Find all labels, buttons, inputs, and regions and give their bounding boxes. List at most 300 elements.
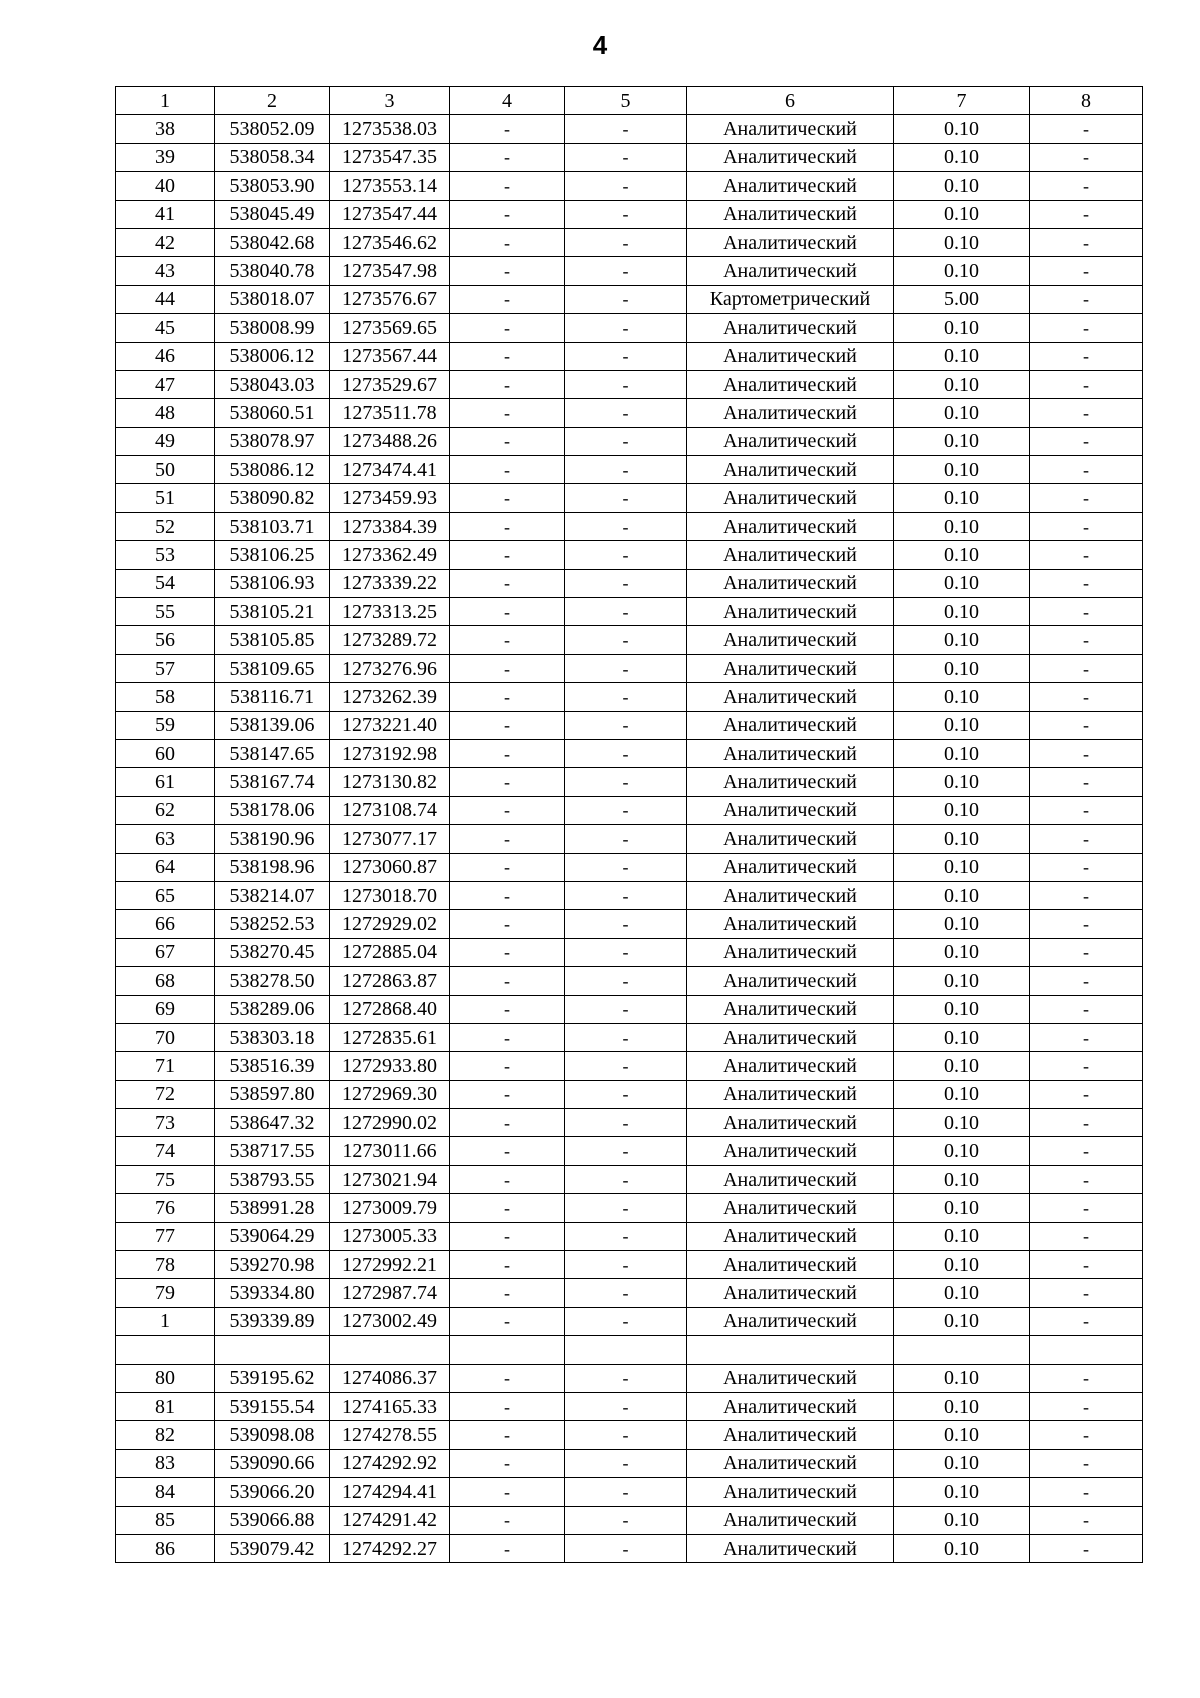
table-cell: 0.10 xyxy=(894,370,1030,398)
table-cell: - xyxy=(450,967,565,995)
table-cell: 0.10 xyxy=(894,825,1030,853)
table-cell: - xyxy=(1030,1421,1143,1449)
table-cell: Аналитический xyxy=(687,881,894,909)
table-cell: - xyxy=(450,569,565,597)
table-cell: 1273511.78 xyxy=(330,399,450,427)
table-cell: - xyxy=(450,995,565,1023)
table-cell: 1273192.98 xyxy=(330,739,450,767)
table-cell: 0.10 xyxy=(894,1137,1030,1165)
table-cell: Аналитический xyxy=(687,1109,894,1137)
table-cell: 0.10 xyxy=(894,115,1030,143)
table-cell: Аналитический xyxy=(687,739,894,767)
table-row xyxy=(116,938,1143,966)
header-cell: 1 xyxy=(116,87,215,115)
table-cell: 538289.06 xyxy=(215,995,330,1023)
table-cell: 538060.51 xyxy=(215,399,330,427)
table-cell: 65 xyxy=(116,881,215,909)
table-cell: Аналитический xyxy=(687,796,894,824)
table-cell: - xyxy=(450,711,565,739)
table-row xyxy=(116,456,1143,484)
table-cell: - xyxy=(450,1080,565,1108)
table-cell: 539079.42 xyxy=(215,1534,330,1562)
table-cell: 0.10 xyxy=(894,1165,1030,1193)
table-row xyxy=(116,1478,1143,1506)
table-cell: - xyxy=(565,143,687,171)
table-cell: - xyxy=(1030,1251,1143,1279)
table-cell: Аналитический xyxy=(687,825,894,853)
table-cell: Аналитический xyxy=(687,1449,894,1477)
table-cell: - xyxy=(565,512,687,540)
table-cell: - xyxy=(1030,484,1143,512)
header-cell: 5 xyxy=(565,87,687,115)
table-cell: - xyxy=(1030,1109,1143,1137)
table-cell: - xyxy=(565,399,687,427)
table-cell: 1273108.74 xyxy=(330,796,450,824)
table-cell: 1274165.33 xyxy=(330,1392,450,1420)
table-cell: 55 xyxy=(116,598,215,626)
table-cell: 538103.71 xyxy=(215,512,330,540)
table-cell: 80 xyxy=(116,1364,215,1392)
table-row xyxy=(116,1137,1143,1165)
table-cell: Аналитический xyxy=(687,143,894,171)
table-cell: - xyxy=(450,1165,565,1193)
table-cell: 0.10 xyxy=(894,1392,1030,1420)
table-cell: 67 xyxy=(116,938,215,966)
table-cell: 1272990.02 xyxy=(330,1109,450,1137)
table-cell: 538214.07 xyxy=(215,881,330,909)
table-cell: Аналитический xyxy=(687,569,894,597)
table-cell: - xyxy=(450,512,565,540)
table-cell: 53 xyxy=(116,541,215,569)
table-row xyxy=(116,1222,1143,1250)
table-cell: Аналитический xyxy=(687,1222,894,1250)
table-cell: 0.10 xyxy=(894,796,1030,824)
table-row xyxy=(116,569,1143,597)
table-cell: 538597.80 xyxy=(215,1080,330,1108)
table-cell: Аналитический xyxy=(687,1137,894,1165)
table-cell: - xyxy=(1030,200,1143,228)
table-cell: 79 xyxy=(116,1279,215,1307)
table-cell: - xyxy=(450,598,565,626)
table-cell: 538178.06 xyxy=(215,796,330,824)
table-row xyxy=(116,1534,1143,1562)
table-cell: 1273547.35 xyxy=(330,143,450,171)
table-cell: - xyxy=(1030,228,1143,256)
table-cell: - xyxy=(565,881,687,909)
table-cell: - xyxy=(565,938,687,966)
table-cell: - xyxy=(1030,541,1143,569)
table-row xyxy=(116,484,1143,512)
table-row xyxy=(116,910,1143,938)
table-cell: - xyxy=(565,1421,687,1449)
table-cell: 71 xyxy=(116,1052,215,1080)
table-cell: - xyxy=(1030,370,1143,398)
table-cell: 0.10 xyxy=(894,399,1030,427)
table-cell: - xyxy=(565,1364,687,1392)
table-cell: 538116.71 xyxy=(215,683,330,711)
table-cell: 1273018.70 xyxy=(330,881,450,909)
table-cell: - xyxy=(1030,881,1143,909)
table-cell: - xyxy=(450,427,565,455)
table-cell: - xyxy=(565,626,687,654)
table-cell: - xyxy=(450,1449,565,1477)
table-cell: 1273276.96 xyxy=(330,654,450,682)
table-cell: 74 xyxy=(116,1137,215,1165)
table-cell: 0.10 xyxy=(894,739,1030,767)
table-cell: 539155.54 xyxy=(215,1392,330,1420)
table-cell: - xyxy=(1030,598,1143,626)
table-cell: - xyxy=(1030,143,1143,171)
table-cell: - xyxy=(1030,910,1143,938)
table-cell: - xyxy=(565,1222,687,1250)
table-cell: - xyxy=(565,285,687,313)
table-cell: 0.10 xyxy=(894,512,1030,540)
table-cell: Аналитический xyxy=(687,228,894,256)
table-row xyxy=(116,1336,1143,1364)
table-row xyxy=(116,1364,1143,1392)
table-cell: 5.00 xyxy=(894,285,1030,313)
table-cell: 538078.97 xyxy=(215,427,330,455)
table-cell: 538190.96 xyxy=(215,825,330,853)
table-cell: Аналитический xyxy=(687,1307,894,1335)
table-cell: 43 xyxy=(116,257,215,285)
table-cell: 1273569.65 xyxy=(330,314,450,342)
header-cell: 2 xyxy=(215,87,330,115)
table-cell: 538043.03 xyxy=(215,370,330,398)
table-cell: - xyxy=(450,1392,565,1420)
table-cell: 76 xyxy=(116,1194,215,1222)
table-cell: 538109.65 xyxy=(215,654,330,682)
table-cell: 0.10 xyxy=(894,484,1030,512)
table-cell: 1 xyxy=(116,1307,215,1335)
table-row xyxy=(116,598,1143,626)
table-cell: - xyxy=(565,1052,687,1080)
table-row xyxy=(116,1109,1143,1137)
table-cell: - xyxy=(565,314,687,342)
table-cell: - xyxy=(565,739,687,767)
table-cell: 1273547.44 xyxy=(330,200,450,228)
table-cell: 1273553.14 xyxy=(330,172,450,200)
table-cell: 45 xyxy=(116,314,215,342)
table-cell: Аналитический xyxy=(687,910,894,938)
table-cell: - xyxy=(450,1364,565,1392)
table-cell: 1273262.39 xyxy=(330,683,450,711)
table-cell: 60 xyxy=(116,739,215,767)
table-cell: - xyxy=(450,1534,565,1562)
table-cell: 0.10 xyxy=(894,768,1030,796)
table-row xyxy=(116,825,1143,853)
table-cell: 0.10 xyxy=(894,228,1030,256)
table-cell: Аналитический xyxy=(687,427,894,455)
table-row xyxy=(116,228,1143,256)
table-cell: 57 xyxy=(116,654,215,682)
table-cell: 56 xyxy=(116,626,215,654)
table-cell: - xyxy=(1030,739,1143,767)
table-row xyxy=(116,1392,1143,1420)
table-row xyxy=(116,796,1143,824)
table-cell: - xyxy=(1030,1052,1143,1080)
table-cell: 39 xyxy=(116,143,215,171)
table-cell: 0.10 xyxy=(894,1364,1030,1392)
table-cell: 0.10 xyxy=(894,569,1030,597)
table-cell: - xyxy=(450,768,565,796)
table-cell: Аналитический xyxy=(687,683,894,711)
table-cell: 1272969.30 xyxy=(330,1080,450,1108)
table-cell: 1273011.66 xyxy=(330,1137,450,1165)
table-cell: - xyxy=(565,1307,687,1335)
table-cell: Аналитический xyxy=(687,172,894,200)
table-cell: Аналитический xyxy=(687,115,894,143)
table-cell: - xyxy=(450,853,565,881)
table-cell: - xyxy=(450,115,565,143)
table-cell: 0.10 xyxy=(894,172,1030,200)
table-cell: 1274292.27 xyxy=(330,1534,450,1562)
table-cell: 1273221.40 xyxy=(330,711,450,739)
table-cell: - xyxy=(450,938,565,966)
table-cell: - xyxy=(565,995,687,1023)
table-cell: 0.10 xyxy=(894,1109,1030,1137)
table-cell: - xyxy=(1030,512,1143,540)
table-cell: 0.10 xyxy=(894,995,1030,1023)
table-cell: 538053.90 xyxy=(215,172,330,200)
header-cell: 3 xyxy=(330,87,450,115)
table-cell: - xyxy=(450,1137,565,1165)
table-cell xyxy=(1030,1336,1143,1364)
table-cell: - xyxy=(565,1449,687,1477)
table-cell: 538090.82 xyxy=(215,484,330,512)
table-cell: - xyxy=(450,399,565,427)
table-cell: 538045.49 xyxy=(215,200,330,228)
table-cell: - xyxy=(1030,1307,1143,1335)
table-cell: - xyxy=(565,1392,687,1420)
table-cell: 1272868.40 xyxy=(330,995,450,1023)
table-cell: - xyxy=(1030,1137,1143,1165)
table-cell: Аналитический xyxy=(687,1165,894,1193)
table-cell xyxy=(215,1336,330,1364)
table-cell: - xyxy=(565,1109,687,1137)
coordinates-table xyxy=(115,86,1143,1563)
table-cell: - xyxy=(1030,967,1143,995)
table-cell: - xyxy=(1030,825,1143,853)
table-cell: 538105.85 xyxy=(215,626,330,654)
table-cell: 0.10 xyxy=(894,598,1030,626)
table-cell: - xyxy=(450,910,565,938)
table-row xyxy=(116,427,1143,455)
table-cell: 538018.07 xyxy=(215,285,330,313)
header-cell: 7 xyxy=(894,87,1030,115)
table-cell: 64 xyxy=(116,853,215,881)
table-row xyxy=(116,370,1143,398)
table-row xyxy=(116,1421,1143,1449)
table-cell: 62 xyxy=(116,796,215,824)
table-cell: 0.10 xyxy=(894,541,1030,569)
table-cell: 46 xyxy=(116,342,215,370)
table-cell: 1272933.80 xyxy=(330,1052,450,1080)
table-cell: 538516.39 xyxy=(215,1052,330,1080)
table-cell: - xyxy=(450,484,565,512)
table-cell: Аналитический xyxy=(687,711,894,739)
table-cell: - xyxy=(565,796,687,824)
table-cell: 0.10 xyxy=(894,1478,1030,1506)
table-cell: - xyxy=(565,967,687,995)
table-cell: - xyxy=(1030,938,1143,966)
table-cell: - xyxy=(450,370,565,398)
table-cell: Аналитический xyxy=(687,1194,894,1222)
table-cell: - xyxy=(450,228,565,256)
table-cell xyxy=(450,1336,565,1364)
table-cell: 0.10 xyxy=(894,1023,1030,1051)
table-row xyxy=(116,683,1143,711)
page-number: 4 xyxy=(592,30,608,60)
table-cell: 1273002.49 xyxy=(330,1307,450,1335)
table-cell: - xyxy=(1030,1478,1143,1506)
table-cell: Аналитический xyxy=(687,1534,894,1562)
table-cell: - xyxy=(1030,1364,1143,1392)
table-cell: - xyxy=(1030,1194,1143,1222)
table-cell: - xyxy=(565,342,687,370)
table-cell: 81 xyxy=(116,1392,215,1420)
table-cell xyxy=(330,1336,450,1364)
table-cell: Аналитический xyxy=(687,399,894,427)
table-row xyxy=(116,1279,1143,1307)
table-cell: 47 xyxy=(116,370,215,398)
table-row xyxy=(116,626,1143,654)
table-cell: 538052.09 xyxy=(215,115,330,143)
table-cell: Аналитический xyxy=(687,484,894,512)
table-cell: Аналитический xyxy=(687,1364,894,1392)
table-cell: 1273005.33 xyxy=(330,1222,450,1250)
table-cell: - xyxy=(565,1023,687,1051)
table-row xyxy=(116,285,1143,313)
table-cell: 539195.62 xyxy=(215,1364,330,1392)
table-cell: - xyxy=(450,541,565,569)
header-cell: 8 xyxy=(1030,87,1143,115)
table-cell: - xyxy=(565,115,687,143)
table-cell: 84 xyxy=(116,1478,215,1506)
table-row xyxy=(116,967,1143,995)
table-cell: - xyxy=(565,598,687,626)
table-cell: - xyxy=(450,1109,565,1137)
table-cell: - xyxy=(1030,1506,1143,1534)
table-body xyxy=(116,87,1143,1563)
table-cell: 538105.21 xyxy=(215,598,330,626)
table-cell: Аналитический xyxy=(687,1506,894,1534)
table-cell: Аналитический xyxy=(687,1421,894,1449)
table-cell: 58 xyxy=(116,683,215,711)
table-cell: - xyxy=(450,314,565,342)
table-cell: - xyxy=(1030,427,1143,455)
table-cell: - xyxy=(565,1137,687,1165)
table-cell: 0.10 xyxy=(894,938,1030,966)
table-cell: 539066.88 xyxy=(215,1506,330,1534)
table-cell: - xyxy=(450,1307,565,1335)
table-cell: - xyxy=(1030,1449,1143,1477)
table-cell: - xyxy=(1030,711,1143,739)
table-cell: Аналитический xyxy=(687,967,894,995)
table-cell: 539090.66 xyxy=(215,1449,330,1477)
table-row xyxy=(116,995,1143,1023)
table-cell: - xyxy=(1030,654,1143,682)
table-cell: - xyxy=(565,1080,687,1108)
table-cell: - xyxy=(450,881,565,909)
table-cell: - xyxy=(450,626,565,654)
table-cell: Аналитический xyxy=(687,768,894,796)
table-cell: 1272987.74 xyxy=(330,1279,450,1307)
table-cell: 539064.29 xyxy=(215,1222,330,1250)
table-row xyxy=(116,1506,1143,1534)
table-cell: 0.10 xyxy=(894,711,1030,739)
table-cell: 538303.18 xyxy=(215,1023,330,1051)
table-cell: - xyxy=(565,456,687,484)
table-cell: - xyxy=(450,200,565,228)
table-cell: - xyxy=(565,1165,687,1193)
table-cell: 0.10 xyxy=(894,881,1030,909)
table-cell: - xyxy=(565,853,687,881)
table-cell: - xyxy=(565,1279,687,1307)
table-row xyxy=(116,711,1143,739)
table-cell: 1272929.02 xyxy=(330,910,450,938)
table-cell: 86 xyxy=(116,1534,215,1562)
table-cell: - xyxy=(1030,1080,1143,1108)
table-cell: 59 xyxy=(116,711,215,739)
table-cell: - xyxy=(565,654,687,682)
table-cell: - xyxy=(1030,569,1143,597)
table-row xyxy=(116,1023,1143,1051)
table-cell: 41 xyxy=(116,200,215,228)
table-cell: 73 xyxy=(116,1109,215,1137)
table-cell: 538147.65 xyxy=(215,739,330,767)
table-cell: 0.10 xyxy=(894,1307,1030,1335)
table-cell: Аналитический xyxy=(687,200,894,228)
table-cell: - xyxy=(450,654,565,682)
table-row xyxy=(116,172,1143,200)
table-cell: 54 xyxy=(116,569,215,597)
table-cell: Аналитический xyxy=(687,1052,894,1080)
table-cell xyxy=(565,1336,687,1364)
table-cell: 72 xyxy=(116,1080,215,1108)
table-cell: 1273529.67 xyxy=(330,370,450,398)
table-cell: 0.10 xyxy=(894,1279,1030,1307)
table-cell: Аналитический xyxy=(687,598,894,626)
table-cell: 538106.93 xyxy=(215,569,330,597)
table-cell: 78 xyxy=(116,1251,215,1279)
table-cell: 0.10 xyxy=(894,654,1030,682)
table-cell: 0.10 xyxy=(894,1052,1030,1080)
table-row xyxy=(116,1165,1143,1193)
table-cell: 82 xyxy=(116,1421,215,1449)
table-cell: - xyxy=(450,1478,565,1506)
table-cell: Аналитический xyxy=(687,995,894,1023)
table-cell: - xyxy=(1030,626,1143,654)
table-cell: 0.10 xyxy=(894,314,1030,342)
table-cell: Аналитический xyxy=(687,314,894,342)
table-cell: Аналитический xyxy=(687,626,894,654)
table-cell: 538008.99 xyxy=(215,314,330,342)
table-cell: - xyxy=(565,541,687,569)
table-cell: 1272885.04 xyxy=(330,938,450,966)
table-cell: - xyxy=(565,1506,687,1534)
table-cell: Аналитический xyxy=(687,342,894,370)
table-row xyxy=(116,399,1143,427)
table-cell: 77 xyxy=(116,1222,215,1250)
table-cell xyxy=(894,1336,1030,1364)
table-cell: 51 xyxy=(116,484,215,512)
table-row xyxy=(116,853,1143,881)
table-cell: 75 xyxy=(116,1165,215,1193)
table-cell: 1274278.55 xyxy=(330,1421,450,1449)
table-cell: - xyxy=(565,825,687,853)
table-cell: 538040.78 xyxy=(215,257,330,285)
